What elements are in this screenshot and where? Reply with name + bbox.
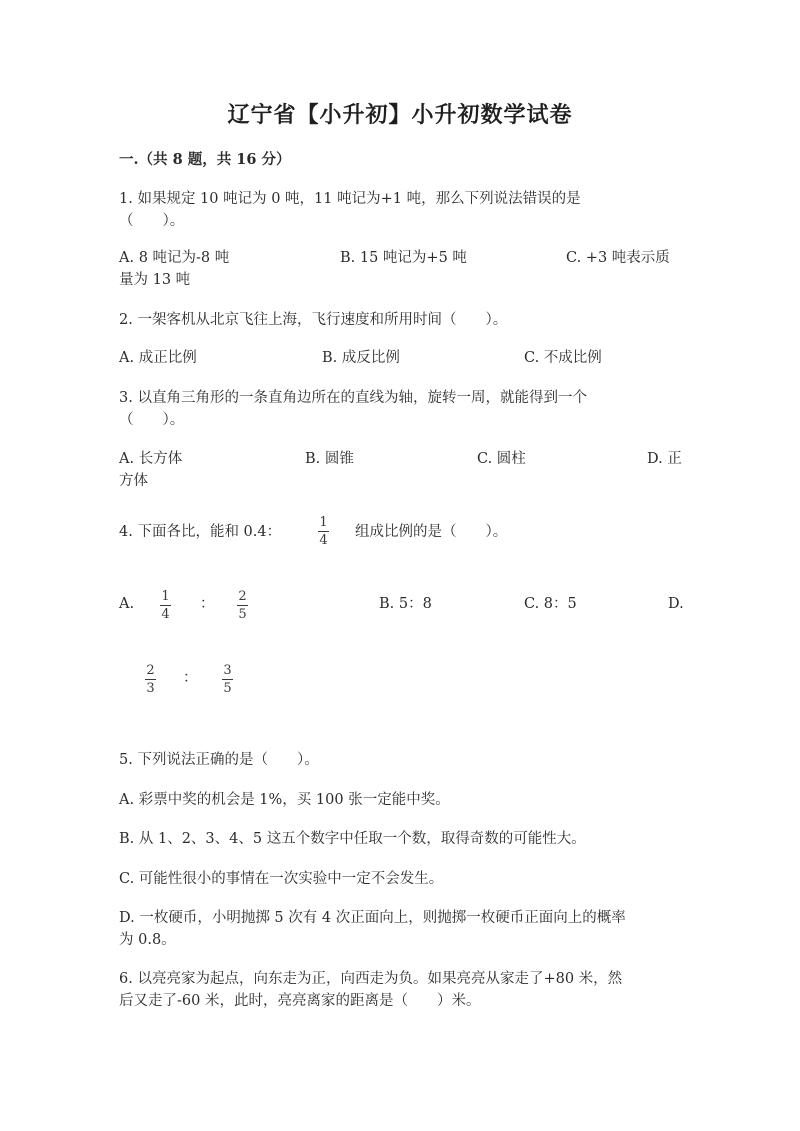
page-title: 辽宁省【小升初】小升初数学试卷: [227, 102, 573, 128]
question-5-option-c: C. 可能性很小的事情在一次实验中一定不会发生。: [119, 871, 444, 887]
option-d-colon: ：: [183, 670, 198, 686]
question-4-option-b: B. 5：8: [379, 596, 432, 612]
question-2-stem: 2. 一架客机从北京飞往上海，飞行速度和所用时间（ ）。: [119, 312, 508, 328]
question-1-option-c: C. +3 吨表示质: [566, 250, 670, 266]
fraction-denominator: 5: [238, 607, 247, 622]
fraction-bar: [318, 531, 329, 532]
fraction-numerator: 2: [238, 589, 247, 604]
question-4-stem-cont: 组成比例的是（ ）。: [355, 524, 508, 540]
question-6-stem-cont: 后又走了-60 米，此时，亮亮离家的距离是（ ）米。: [119, 993, 481, 1009]
question-2-option-b: B. 成反比例: [322, 350, 400, 366]
question-3-option-d-cont: 方体: [119, 473, 148, 489]
fraction-denominator: 4: [161, 607, 170, 622]
option-d-fraction-1: [145, 663, 156, 696]
option-a-fraction-1: [160, 589, 171, 622]
question-4-option-a-label: A.: [119, 596, 135, 612]
section-heading: 一.（共 8 题，共 16 分）: [119, 151, 291, 168]
question-5-option-b: B. 从 1、2、3、4、5 这五个数字中任取一个数，取得奇数的可能性大。: [119, 831, 586, 847]
fraction-numerator: 3: [223, 663, 232, 678]
question-2-option-c: C. 不成比例: [524, 350, 602, 366]
question-6-stem: 6. 以亮亮家为起点，向东走为正，向西走为负。如果亮亮从家走了+80 米，然: [119, 971, 623, 987]
question-4-fraction: [318, 515, 329, 548]
fraction-numerator: 1: [161, 589, 170, 604]
fraction-bar: [160, 605, 171, 606]
fraction-denominator: 4: [319, 533, 328, 548]
question-5-option-d: D. 一枚硬币，小明抛掷 5 次有 4 次正面向上，则抛掷一枚硬币正面向上的概率: [119, 910, 626, 926]
fraction-bar: [237, 605, 248, 606]
question-5-option-d-cont: 为 0.8。: [119, 932, 176, 948]
question-2-option-a: A. 成正比例: [119, 350, 197, 366]
fraction-bar: [145, 679, 156, 680]
question-5-stem: 5. 下列说法正确的是（ ）。: [119, 752, 319, 768]
question-1-stem-cont: （ ）。: [119, 213, 185, 229]
fraction-bar: [222, 679, 233, 680]
question-4-stem: 4. 下面各比，能和 0.4：: [119, 524, 282, 540]
question-1-option-c-cont: 量为 13 吨: [119, 272, 191, 288]
question-3-option-c: C. 圆柱: [477, 451, 526, 467]
option-d-fraction-2: [222, 663, 233, 696]
question-1-stem: 1. 如果规定 10 吨记为 0 吨，11 吨记为+1 吨，那么下列说法错误的是: [119, 191, 581, 207]
question-5-option-a: A. 彩票中奖的机会是 1%，买 100 张一定能中奖。: [119, 792, 450, 808]
option-a-fraction-2: [237, 589, 248, 622]
question-1-option-b: B. 15 吨记为+5 吨: [340, 250, 467, 266]
question-1-option-a: A. 8 吨记为-8 吨: [119, 250, 230, 266]
fraction-denominator: 5: [223, 681, 232, 696]
question-3-stem-cont: （ ）。: [119, 412, 185, 428]
question-4-option-c: C. 8：5: [524, 596, 577, 612]
fraction-numerator: 2: [146, 663, 155, 678]
question-3-option-b: B. 圆锥: [305, 451, 354, 467]
question-3-option-a: A. 长方体: [119, 451, 183, 467]
fraction-numerator: 1: [319, 515, 328, 530]
question-3-option-d: D. 正: [647, 451, 682, 467]
question-4-option-d-label: D.: [668, 596, 684, 612]
question-3-stem: 3. 以直角三角形的一条直角边所在的直线为轴，旋转一周，就能得到一个: [119, 390, 587, 406]
fraction-denominator: 3: [146, 681, 155, 696]
option-a-colon: ：: [200, 596, 215, 612]
